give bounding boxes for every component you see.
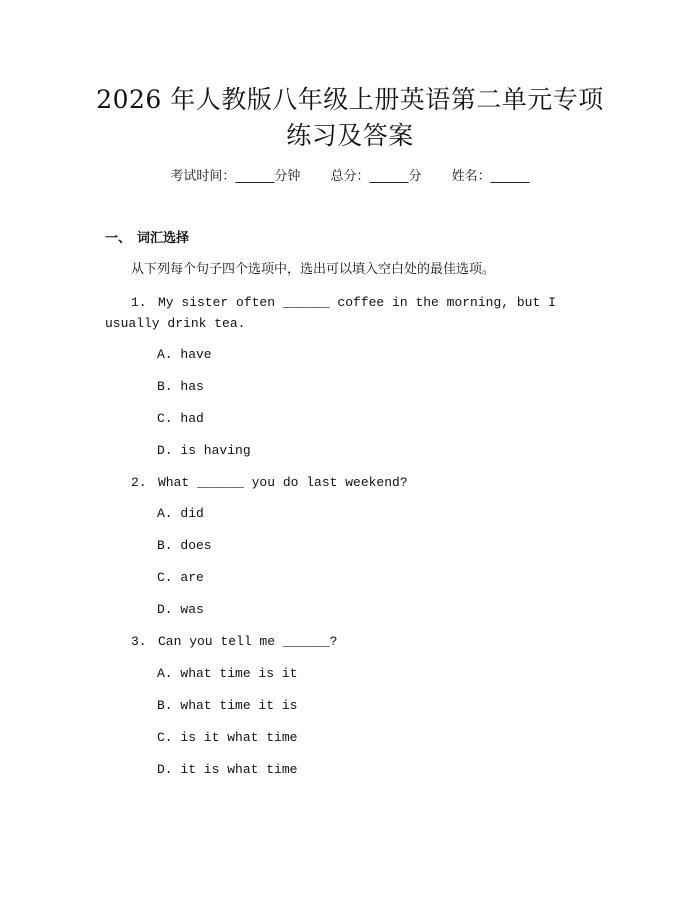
question-2-option-d: D. was bbox=[157, 602, 204, 617]
question-1-text: My sister often ______ coffee in the morning, but I usually drink tea. bbox=[105, 295, 556, 331]
question-1-option-a: A. have bbox=[157, 347, 212, 362]
exam-meta bbox=[0, 168, 700, 186]
page-title-line-1: 2026 年人教版八年级上册英语第二单元专项 bbox=[96, 85, 604, 114]
section-instruction: 从下列每个句子四个选项中，选出可以填入空白处的最佳选项。 bbox=[131, 262, 496, 277]
question-1-option-d: D. is having bbox=[157, 443, 251, 458]
question-2-option-c: C. are bbox=[157, 570, 204, 585]
question-3-option-d: D. it is what time bbox=[157, 762, 298, 777]
page-title-line-2: 练习及答案 bbox=[286, 121, 414, 150]
question-3-text: Can you tell me ______? bbox=[158, 634, 338, 649]
student-name-field: 姓名：______ bbox=[451, 169, 530, 184]
exam-time-field: 考试时间：______分钟 bbox=[170, 169, 301, 184]
exam-score-field: 总分：______分 bbox=[330, 169, 422, 184]
question-1-number: 1. bbox=[131, 295, 147, 310]
question-2 bbox=[131, 472, 408, 493]
section-heading bbox=[105, 230, 189, 248]
question-3-option-a: A. what time is it bbox=[157, 666, 298, 681]
question-2-text: What ______ you do last weekend? bbox=[158, 475, 408, 490]
question-1-option-c: C. had bbox=[157, 411, 204, 426]
question-3-option-c: C. is it what time bbox=[157, 730, 298, 745]
question-3 bbox=[131, 631, 337, 652]
question-2-option-b: B. does bbox=[157, 538, 212, 553]
section-title: 词汇选择 bbox=[137, 231, 190, 246]
question-3-option-b: B. what time it is bbox=[157, 698, 298, 713]
page-title bbox=[0, 82, 700, 154]
section-number: 一、 bbox=[105, 231, 132, 246]
question-1 bbox=[105, 292, 585, 334]
question-1-option-b: B. has bbox=[157, 379, 204, 394]
question-2-option-a: A. did bbox=[157, 506, 204, 521]
question-2-number: 2. bbox=[131, 475, 147, 490]
question-3-number: 3. bbox=[131, 634, 147, 649]
